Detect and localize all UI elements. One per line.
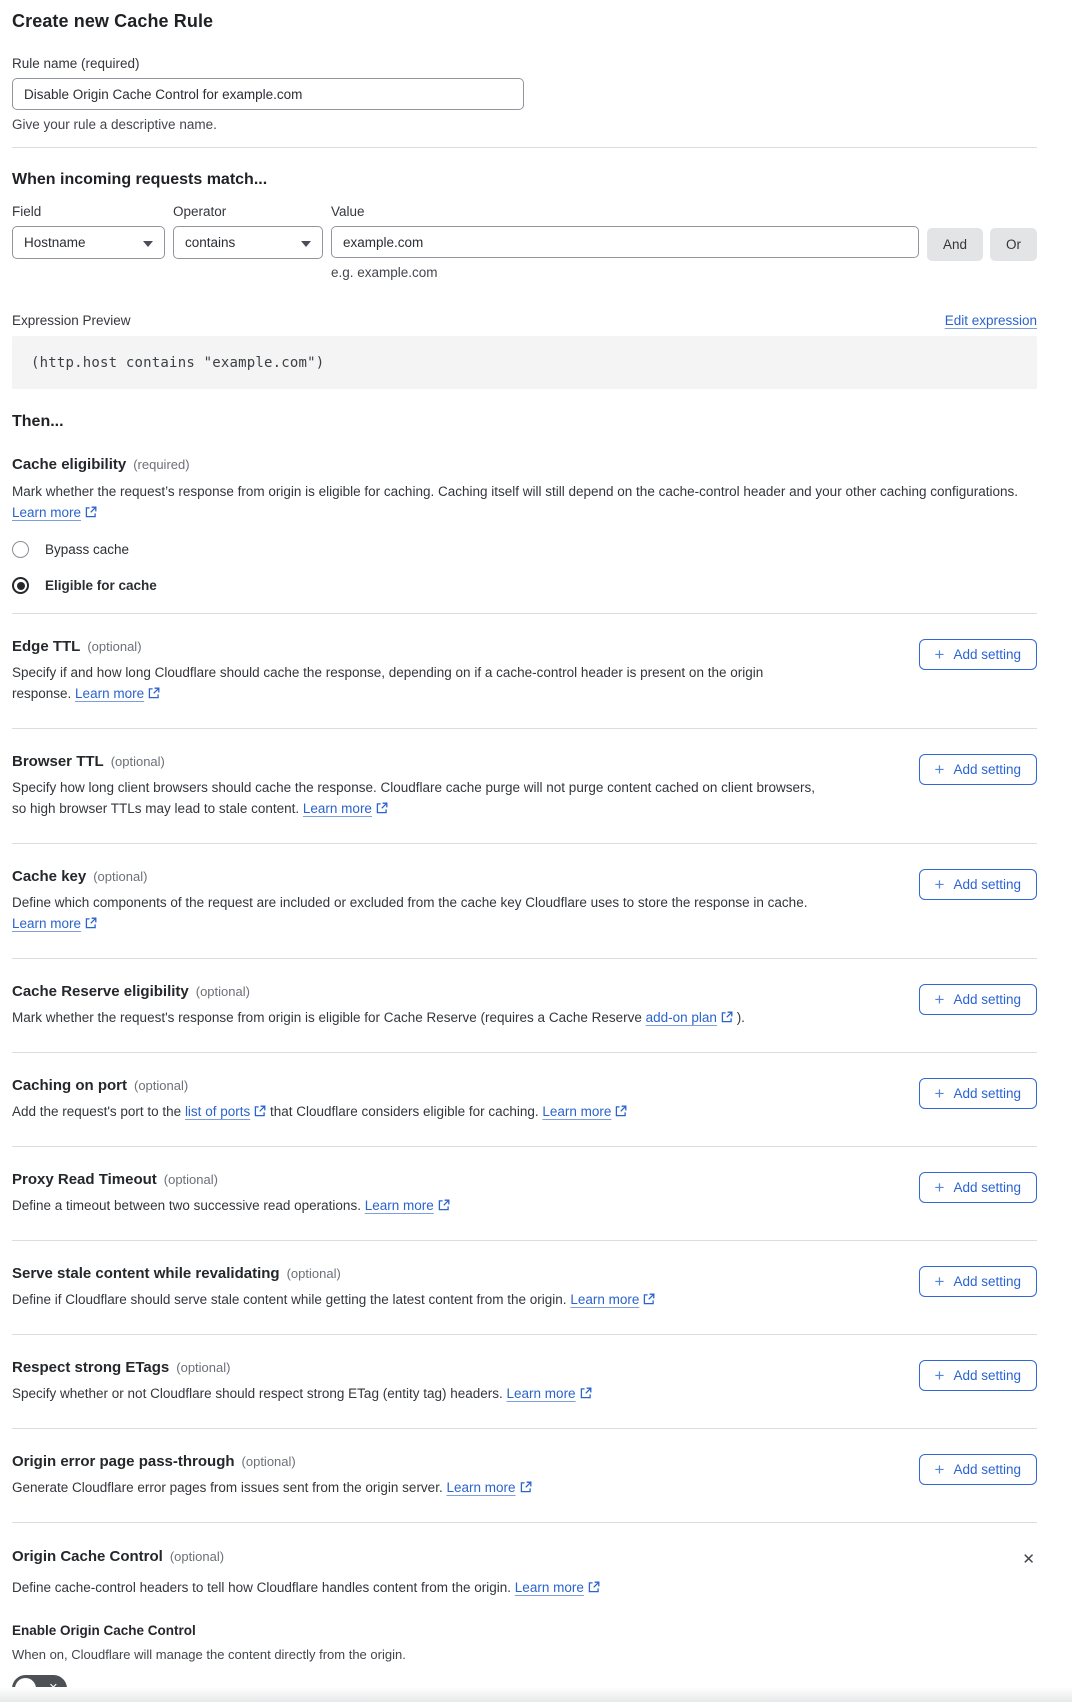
external-link-icon — [721, 1008, 733, 1029]
learn-more-link[interactable]: Learn more — [12, 916, 82, 931]
operator-select[interactable] — [173, 226, 323, 259]
plus-icon: + — [934, 1083, 945, 1103]
description-text: Generate Cloudflare error pages from issues sent from the origin server. — [12, 1480, 447, 1495]
description-text: Define if Cloudflare should serve stale content while getting the latest content from the origin. — [12, 1292, 571, 1307]
external-link-icon — [376, 799, 388, 820]
description-text: ). — [732, 1010, 745, 1025]
cache-eligibility-title: Cache eligibility — [12, 456, 127, 473]
learn-more-link[interactable]: Learn more — [542, 1104, 612, 1119]
eligible-for-cache-label: Eligible for cache — [45, 578, 157, 593]
field-select[interactable] — [12, 226, 165, 259]
setting-description — [12, 1477, 532, 1499]
origin-cache-control-title: Origin Cache Control — [12, 1548, 163, 1565]
plus-icon: + — [934, 759, 945, 779]
learn-more-link[interactable]: Learn more — [446, 1480, 516, 1495]
matcher-row — [12, 204, 1037, 280]
setting-section — [12, 1147, 1037, 1241]
add-setting-label: Add setting — [953, 992, 1021, 1007]
value-input[interactable] — [331, 226, 919, 258]
plus-icon: + — [934, 989, 945, 1009]
setting-description — [12, 892, 817, 935]
rule-name-label: Rule name (required) — [12, 56, 140, 71]
add-setting-button[interactable] — [919, 1078, 1037, 1109]
setting-title: Edge TTL — [12, 638, 81, 655]
origin-cache-control-panel — [12, 1523, 1037, 1702]
plus-icon: + — [934, 1177, 945, 1197]
matcher-heading: When incoming requests match... — [12, 171, 268, 188]
value-hint: e.g. example.com — [331, 265, 438, 280]
add-setting-button[interactable] — [919, 754, 1037, 785]
external-link-icon — [438, 1196, 450, 1217]
chevron-down-icon — [143, 241, 153, 247]
description-text: Mark whether the request’s response from origin is eligible for caching. Caching itself will still depend on the cache-control header and your other caching configurations. — [12, 484, 1019, 499]
optional-badge: (optional) — [176, 1360, 231, 1375]
setting-title: Cache key — [12, 868, 87, 885]
add-setting-label: Add setting — [953, 762, 1021, 777]
add-setting-label: Add setting — [953, 1180, 1021, 1195]
radio-checked-icon — [12, 577, 29, 594]
setting-description — [12, 777, 817, 820]
field-select-value: Hostname — [24, 235, 86, 250]
add-setting-button[interactable] — [919, 1360, 1037, 1391]
add-setting-label: Add setting — [953, 877, 1021, 892]
page-title: Create new Cache Rule — [12, 11, 214, 31]
plus-icon: + — [934, 1459, 945, 1479]
setting-section — [12, 1335, 1037, 1429]
setting-title: Serve stale content while revalidating — [12, 1265, 280, 1282]
required-badge: (required) — [133, 457, 190, 472]
description-text: Define which components of the request are included or excluded from the cache key Cloudflare uses to store the response in cache. — [12, 895, 808, 910]
bypass-cache-label: Bypass cache — [45, 542, 130, 557]
add-setting-button[interactable] — [919, 869, 1037, 900]
setting-section — [12, 1053, 1037, 1147]
external-link-icon — [85, 503, 97, 524]
description-text: Specify whether or not Cloudflare should respect strong ETag (entity tag) headers. — [12, 1386, 507, 1401]
add-setting-button[interactable] — [919, 984, 1037, 1015]
expression-preview-label: Expression Preview — [12, 313, 131, 328]
rule-name-input[interactable] — [12, 78, 524, 110]
rule-name-help: Give your rule a descriptive name. — [12, 117, 217, 132]
setting-title: Respect strong ETags — [12, 1359, 170, 1376]
and-button[interactable]: And — [927, 228, 983, 261]
origin-cache-control-description — [12, 1577, 1037, 1599]
divider — [12, 147, 1037, 148]
setting-section — [12, 844, 1037, 959]
external-link-icon — [615, 1102, 627, 1123]
optional-badge: (optional) — [87, 639, 142, 654]
setting-description — [12, 1383, 592, 1405]
setting-description — [12, 1289, 655, 1311]
setting-description — [12, 1195, 450, 1217]
add-setting-button[interactable] — [919, 1172, 1037, 1203]
optional-badge: (optional) — [241, 1454, 296, 1469]
plus-icon: + — [934, 1365, 945, 1385]
description-text: Mark whether the request's response from origin is eligible for Cache Reserve (requires a Cache Reserve — [12, 1010, 646, 1025]
add-setting-label: Add setting — [953, 1274, 1021, 1289]
optional-badge: (optional) — [286, 1266, 341, 1281]
learn-more-link[interactable]: Learn more — [570, 1292, 640, 1307]
external-link-icon — [643, 1290, 655, 1311]
external-link-icon — [580, 1384, 592, 1405]
add-setting-button[interactable] — [919, 1266, 1037, 1297]
cache-eligibility-description — [12, 481, 1037, 524]
expression-code: (http.host contains "example.com") — [31, 354, 325, 371]
description-text: Specify if and how long Cloudflare should cache the response, depending on if a cache-control header is present on the origin response. — [12, 665, 764, 701]
enable-origin-cache-control-label: Enable Origin Cache Control — [12, 1623, 196, 1638]
setting-section — [12, 1241, 1037, 1335]
add-setting-button[interactable] — [919, 639, 1037, 670]
expression-preview-box — [12, 336, 1037, 389]
or-button[interactable]: Or — [990, 228, 1037, 261]
setting-title: Cache Reserve eligibility — [12, 983, 189, 1000]
description-text: that Cloudflare considers eligible for caching. — [266, 1104, 543, 1119]
optional-settings-list — [12, 614, 1037, 1523]
learn-more-link[interactable]: Learn more — [506, 1386, 576, 1401]
optional-badge: (optional) — [134, 1078, 189, 1093]
bypass-cache-radio[interactable] — [12, 541, 1037, 558]
description-text: Define cache-control headers to tell how Cloudflare handles content from the origin. — [12, 1580, 515, 1595]
enable-origin-cache-control-help: When on, Cloudflare will manage the content directly from the origin. — [12, 1647, 406, 1662]
learn-more-link[interactable]: Learn more — [75, 686, 145, 701]
optional-badge: (optional) — [93, 869, 148, 884]
learn-more-link[interactable]: Learn more — [514, 1580, 584, 1595]
learn-more-link[interactable]: Learn more — [364, 1198, 434, 1213]
setting-section — [12, 1429, 1037, 1523]
value-label: Value — [331, 204, 365, 219]
close-icon[interactable]: ✕ — [1022, 1551, 1035, 1568]
optional-badge: (optional) — [163, 1172, 218, 1187]
external-link-icon — [254, 1102, 266, 1123]
field-label: Field — [12, 204, 42, 219]
setting-section — [12, 729, 1037, 844]
setting-section — [12, 959, 1037, 1053]
learn-more-link[interactable]: Learn more — [12, 505, 82, 520]
setting-description — [12, 1101, 627, 1123]
operator-label: Operator — [173, 204, 227, 219]
external-link-icon — [520, 1478, 532, 1499]
setting-description — [12, 662, 817, 705]
plus-icon: + — [934, 1271, 945, 1291]
setting-title: Caching on port — [12, 1077, 127, 1094]
optional-badge: (optional) — [195, 984, 250, 999]
add-setting-label: Add setting — [953, 1086, 1021, 1101]
external-link-icon — [148, 684, 160, 705]
add-setting-label: Add setting — [953, 1462, 1021, 1477]
edit-expression-link[interactable]: Edit expression — [944, 313, 1037, 328]
add-setting-label: Add setting — [953, 1368, 1021, 1383]
setting-title: Origin error page pass-through — [12, 1453, 235, 1470]
setting-section — [12, 614, 1037, 729]
external-link-icon — [588, 1578, 600, 1599]
setting-description — [12, 1007, 745, 1029]
learn-more-link[interactable]: Learn more — [302, 801, 372, 816]
list-of-ports-link[interactable]: list of ports — [184, 1104, 251, 1119]
then-heading: Then... — [12, 413, 64, 430]
optional-badge: (optional) — [169, 1549, 225, 1564]
operator-select-value: contains — [185, 235, 236, 250]
setting-title: Browser TTL — [12, 753, 104, 770]
eligible-for-cache-radio[interactable] — [12, 577, 1037, 594]
description-text: Define a timeout between two successive read operations. — [12, 1198, 365, 1213]
plus-icon: + — [934, 644, 945, 664]
radio-unchecked-icon — [12, 541, 29, 558]
setting-title: Proxy Read Timeout — [12, 1171, 157, 1188]
description-text: Specify how long client browsers should cache the response. Cloudflare cache purge will not purge content cached on client browsers, so high browser TTLs may lead to stale content. — [12, 780, 815, 816]
add-on-plan-link[interactable]: add-on plan — [645, 1010, 717, 1025]
external-link-icon — [85, 914, 97, 935]
add-setting-label: Add setting — [953, 647, 1021, 662]
add-setting-button[interactable] — [919, 1454, 1037, 1485]
optional-badge: (optional) — [110, 754, 165, 769]
chevron-down-icon — [301, 241, 311, 247]
description-text: Add the request's port to the — [12, 1104, 185, 1119]
bottom-fade — [0, 1687, 1072, 1702]
plus-icon: + — [934, 874, 945, 894]
